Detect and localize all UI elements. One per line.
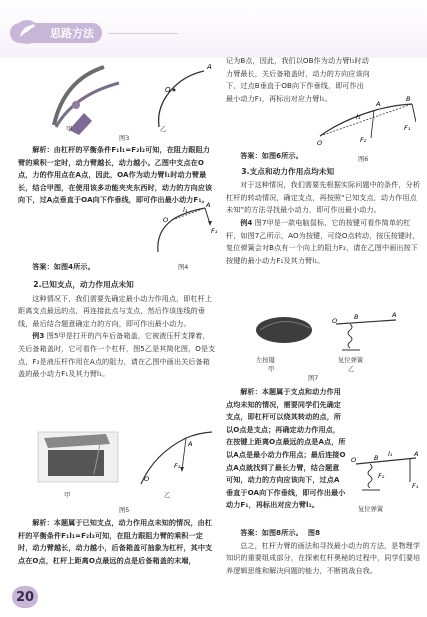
fig7-point-b: B xyxy=(354,313,359,321)
fig4-arm-line xyxy=(172,208,205,220)
right-column-mid xyxy=(226,150,422,267)
figure-7-spring-diagram xyxy=(336,320,396,350)
left-example-3 xyxy=(18,330,216,380)
figure-5-car-photo xyxy=(38,432,118,482)
fig8-l1: l₁ xyxy=(388,450,393,458)
fig8-f2: F₂ xyxy=(378,472,385,480)
fig8-point-b: B xyxy=(374,454,379,462)
fig6-arm-line xyxy=(320,104,412,136)
right-column-bottom xyxy=(226,527,422,577)
fig6-f1-arrow xyxy=(412,104,416,122)
header-rule xyxy=(108,33,178,34)
page-number: 20 xyxy=(12,586,38,608)
right-example-4 xyxy=(226,217,422,267)
fig6-caption: 图6 xyxy=(358,156,369,163)
right-para-1: 记为B点，因此，我们以OB作为动力臂l₁时动力臂最长，关后备箱盖时，动力的方向应该向下，过点B垂直于OB向下作垂线，即可作出最小动力F₁，再标出对应力臂l₁。 xyxy=(226,56,370,103)
fig3-label-yi: 乙 xyxy=(160,126,167,133)
example-3-text: 图5甲是打开的汽车后备箱盖，它被液压杆支撑着，关后备箱盖时，它可看作一个杠杆，图5乙是其简化图，O是支点，F₂是液压杆作用在A点的阻力，请在乙图中画出关后备箱盖的最小动力F₁及其力臂l₁。 xyxy=(18,331,216,379)
left-column-top xyxy=(18,144,216,207)
fig4-point-o: O xyxy=(163,216,169,224)
fig4-caption: 图4 xyxy=(178,264,189,271)
example-3-lead: 例3 xyxy=(32,331,45,341)
fig3-label-jia: 甲 xyxy=(66,126,73,133)
left-analysis-2: 解析：本题属于已知支点，动力作用点未知的情况，由杠杆的平衡条件F₁l₁=F₂l₂可知，在阻力跟阻力臂的乘积一定时，动力臂越长，动力越小，后备箱盖可抽象为杠杆，其中支点在O点，杠杆上距离O点最远的点是后备箱盖的末端， xyxy=(18,518,213,565)
left-answer-1-text: 答案：如图4所示。 xyxy=(32,262,95,271)
fig5-point-o: O xyxy=(144,475,150,483)
fig4-point-a: A xyxy=(206,201,211,209)
fig8-spring-label: 复位弹簧 xyxy=(358,506,384,513)
right-para-3: 对于这种情况，我们需要先根据实际问题中的条件，分析杠杆的转动情况，确定支点，再按照“已知支点，动力作用点未知”的方法寻找最小动力，即可作出最小动力。 xyxy=(226,180,421,215)
right-column-analysis xyxy=(226,386,346,512)
fig7-point-o: O xyxy=(332,317,338,325)
fig7-spring-label: 复位弹簧 xyxy=(338,357,364,364)
fig4-l1: l₁ xyxy=(183,206,188,214)
left-para-3: 这种情况下，我们需要先确定最小动力作用点，即杠杆上距离支点最远的点，再连接此点与支点，然后作该连线的垂线，最后结合题意确定力的方向，即可作出最小动力。 xyxy=(18,293,213,328)
fig7-caption: 图7 xyxy=(308,375,319,382)
fig5-label-yi: 乙 xyxy=(164,492,171,499)
left-answer-1 xyxy=(18,261,168,274)
figure-8 xyxy=(350,448,422,504)
left-column-bottom xyxy=(18,517,216,567)
section-tag xyxy=(10,23,102,43)
figure-7-mouse-photo xyxy=(256,317,312,343)
right-answer-2-text: 答案：如图8所示。 xyxy=(240,528,303,537)
example-4-lead: 例4 xyxy=(240,217,253,227)
fig4-f1: F₁ xyxy=(211,227,218,235)
fig8-point-a: A xyxy=(414,450,419,458)
fig7-left-key-label: 左按键 xyxy=(256,357,275,364)
fig6-point-b: B xyxy=(406,95,411,103)
fig6-f1: F₁ xyxy=(404,124,411,132)
fig8-spring xyxy=(368,464,372,488)
subheading-2: 2.已知支点，动力作用点未知 xyxy=(33,280,134,289)
fig6-point-a: A xyxy=(376,100,381,108)
fig8-point-o: O xyxy=(351,456,357,464)
fig8-caption: 图8 xyxy=(307,528,321,537)
fig5-f2: F₂ xyxy=(174,462,181,470)
right-analysis: 解析：本题属于支点和动力作用点均未知的情况，需要同学们先确定支点，即杠杆可以绕其转动的点，所以O点是支点；再确定动力作用点，在按键上距离O点最远的点是A点，所以A点是最小动力作用点；最后连接O点A点就找到了最长力臂，结合题意可知，动力的方向应该向下，过点A垂直于OA向下作垂线，即可作出最小动力F₁，再标出对应力臂l₁。 xyxy=(226,387,346,510)
fig6-f2-arrow xyxy=(371,110,374,138)
right-conclusion: 总之，杠杆力臂的画法和寻找最小动力的方法，是物理学知识的重要组成部分，在探索杠杆奥秘的过程中，同学们要培养逻辑思维和解决问题的能力，不断挑战自我。 xyxy=(226,540,421,575)
left-column-mid xyxy=(18,276,216,381)
left-analysis-1 xyxy=(18,144,216,207)
right-answer-2 xyxy=(226,527,422,540)
figure-5 xyxy=(36,424,216,496)
fig7-label-jia: 甲 xyxy=(268,366,275,373)
fig3-point-o: O xyxy=(165,86,171,94)
left-analysis-1-text: 解析：由杠杆的平衡条件F₁l₁=F₂l₂可知，在阻力跟阻力臂的乘积一定时，动力臂越长，动力越小。乙图中支点在O点，力的作用点在A点，因此，OA作为动力臂l₁时动力臂最长，结合甲图，在使用该多功能夹夹东西时，动力的方向应该向下，过A点垂直于OA向下作垂线，即可作出最小动力F₁。 xyxy=(18,145,213,205)
section-tag-label: 思路方法 xyxy=(50,27,94,40)
figure-4 xyxy=(150,200,218,260)
example-4-text: 图7甲是一款电脑鼠标，它的按键可看作简单的杠杆，如图7乙所示，AO为按键，可绕O点转动，按压按键时，复位弹簧会对B点有一个向上的阻力F₂，请在乙图中画出按下按键的最小动力F₁及其力臂l₁。 xyxy=(226,217,420,265)
fig8-key xyxy=(356,458,416,464)
fig3-caption: 图3 xyxy=(119,135,130,142)
figure-3-clamp-photo xyxy=(54,67,119,135)
figure-6 xyxy=(316,92,416,157)
figure-5-lever-diagram xyxy=(141,432,212,484)
fig5-label-jia: 甲 xyxy=(64,492,71,499)
fig6-f2: F₂ xyxy=(360,136,367,144)
fig7-label-yi: 乙 xyxy=(348,366,355,373)
fig4-lever xyxy=(158,208,205,252)
subheading-3: 3.支点和动力作用点均未知 xyxy=(241,166,335,176)
figure-3-lever-diagram xyxy=(159,71,204,127)
satellite-dish-icon xyxy=(12,17,42,47)
fig6-l1: l₁ xyxy=(356,113,361,121)
fig5-point-a: A xyxy=(188,440,193,448)
fig7-point-a: A xyxy=(392,311,397,319)
fig3-point-a: A xyxy=(207,63,212,71)
right-answer-1: 答案：如图6所示。 xyxy=(240,151,303,160)
fig6-point-o: O xyxy=(317,139,323,147)
fig5-caption: 图5 xyxy=(119,507,130,514)
fig8-f1: F₁ xyxy=(412,482,419,490)
